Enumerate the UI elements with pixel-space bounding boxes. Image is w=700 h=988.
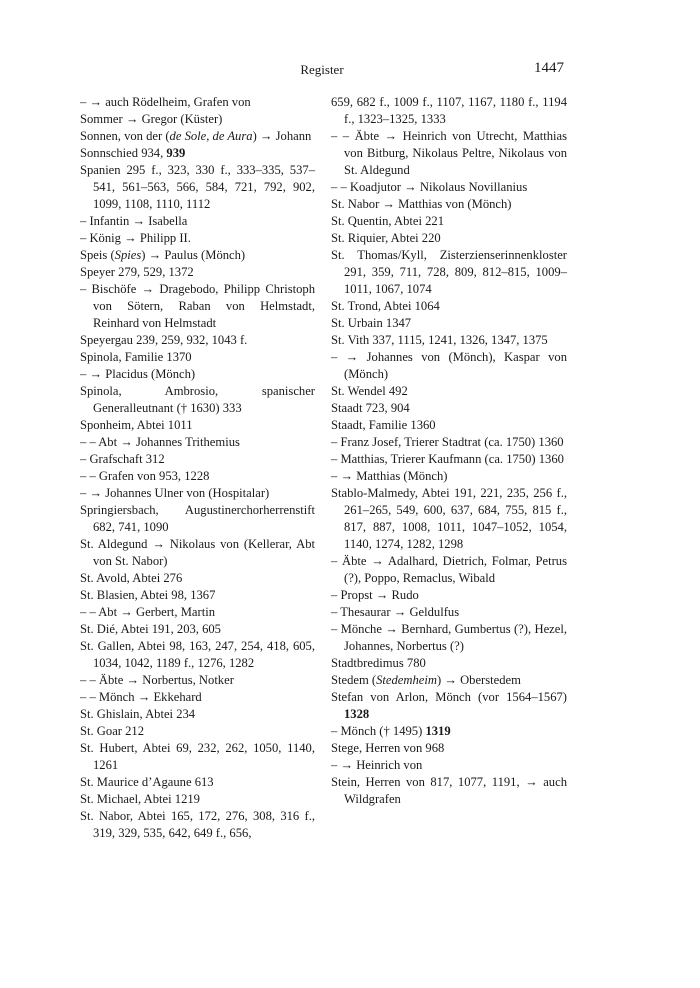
index-entry: St. Nabor → Matthias von (Mönch): [331, 197, 512, 211]
index-entry: Spinola, Familie 1370: [80, 350, 192, 364]
index-entry: St. Trond, Abtei 1064: [331, 299, 440, 313]
index-entry: St. Dié, Abtei 191, 203, 605: [80, 622, 221, 636]
index-entry: – Franz Josef, Trierer Stadtrat (ca. 1750) 1360: [331, 435, 564, 449]
index-entry: St. Vith 337, 1115, 1241, 1326, 1347, 1375: [331, 333, 548, 347]
index-entry: – – Grafen von 953, 1228: [80, 469, 210, 483]
index-entry: St. Blasien, Abtei 98, 1367: [80, 588, 216, 602]
index-entry: – Propst → Rudo: [331, 588, 419, 602]
index-entry: St. Quentin, Abtei 221: [331, 214, 444, 228]
index-entry: Spanien 295 f., 323, 330 f., 333–335, 537–541, 561–563, 566, 584, 721, 792, 902, 1099, 1108, 1110, 1112: [80, 163, 315, 211]
index-entry: Stablo-Malmedy, Abtei 191, 221, 235, 256 f., 261–265, 549, 600, 637, 684, 755, 815 f., 817, 887, 1008, 1011, 1047–1052, 1054, 1140, 1274, 1282, 1298: [331, 486, 567, 551]
header-title: Register: [300, 62, 344, 77]
index-entry: Staadt 723, 904: [331, 401, 410, 415]
index-entry: St. Goar 212: [80, 724, 145, 738]
index-entry: – – Äbte → Heinrich von Utrecht, Matthias von Bitburg, Nikolaus Peltre, Nikolaus von St. Aldegund: [331, 129, 567, 177]
index-entry: St. Aldegund → Nikolaus von (Kellerar, Abt von St. Nabor): [80, 537, 315, 568]
index-entry: St. Riquier, Abtei 220: [331, 231, 441, 245]
index-entry: – → Johannes von (Mönch), Kaspar von (Mönch): [331, 350, 567, 381]
index-entry: Sommer → Gregor (Küster): [80, 112, 223, 126]
index-entry: St. Urbain 1347: [331, 316, 412, 330]
index-entry: Sonnen, von der (de Sole, de Aura) → Johann: [80, 129, 312, 143]
index-entry: Staadt, Familie 1360: [331, 418, 436, 432]
index-entry: – – Abt → Gerbert, Martin: [80, 605, 216, 619]
index-entry: – – Koadjutor → Nikolaus Novillanius: [331, 180, 528, 194]
index-entry: – – Mönch → Ekkehard: [80, 690, 202, 704]
index-entry: – Mönche → Bernhard, Gumbertus (?), Hezel, Johannes, Norbertus (?): [331, 622, 567, 653]
index-entry: – Äbte → Adalhard, Dietrich, Folmar, Petrus (?), Poppo, Remaclus, Wibald: [331, 554, 567, 585]
index-column-right: [331, 94, 567, 808]
index-entry: St. Wendel 492: [331, 384, 408, 398]
index-entry: – → Heinrich von: [331, 758, 423, 772]
index-entry: Speyergau 239, 259, 932, 1043 f.: [80, 333, 248, 347]
page-number: 1447: [534, 60, 564, 76]
index-entry: – → Matthias (Mönch): [331, 469, 448, 483]
index-entry: Stedem (Stedemheim) → Oberstedem: [331, 673, 521, 687]
index-entry: Stadtbredimus 780: [331, 656, 426, 670]
index-entry: Springiersbach, Augustinerchorherrenstift 682, 741, 1090: [80, 503, 315, 534]
index-entry: Spinola, Ambrosio, spanischer Generalleutnant († 1630) 333: [80, 384, 315, 415]
index-entry: Sponheim, Abtei 1011: [80, 418, 193, 432]
index-entry: St. Avold, Abtei 276: [80, 571, 183, 585]
index-entry: – Infantin → Isabella: [80, 214, 188, 228]
index-entry: – → Johannes Ulner von (Hospitalar): [80, 486, 270, 500]
index-entry: – Matthias, Trierer Kaufmann (ca. 1750) 1360: [331, 452, 564, 466]
index-entry: Sonnschied 934, 939: [80, 146, 186, 160]
index-entry: 659, 682 f., 1009 f., 1107, 1167, 1180 f., 1194 f., 1323–1325, 1333: [331, 95, 567, 126]
index-entry: – König → Philipp II.: [80, 231, 191, 245]
index-entry: St. Nabor, Abtei 165, 172, 276, 308, 316 f., 319, 329, 535, 642, 649 f., 656,: [80, 809, 315, 840]
index-entry: – → auch Rödelheim, Grafen von: [80, 95, 251, 109]
index-entry: – Mönch († 1495) 1319: [331, 724, 451, 738]
index-entry: Stefan von Arlon, Mönch (vor 1564–1567) 1328: [331, 690, 567, 721]
index-entry: St. Gallen, Abtei 98, 163, 247, 254, 418, 605, 1034, 1042, 1189 f., 1276, 1282: [80, 639, 315, 670]
index-entry: St. Hubert, Abtei 69, 232, 262, 1050, 1140, 1261: [80, 741, 315, 772]
index-entry: – → Placidus (Mönch): [80, 367, 196, 381]
index-entry: St. Ghislain, Abtei 234: [80, 707, 196, 721]
index-entry: – – Abt → Johannes Trithemius: [80, 435, 240, 449]
index-entry: St. Maurice d’Agaune 613: [80, 775, 214, 789]
index-entry: St. Michael, Abtei 1219: [80, 792, 200, 806]
index-entry: Speyer 279, 529, 1372: [80, 265, 194, 279]
index-entry: – Bischöfe → Dragebodo, Philipp Christoph von Sötern, Raban von Helmstadt, Reinhard von Helmstadt: [80, 282, 315, 330]
index-entry: – Grafschaft 312: [80, 452, 165, 466]
running-header: [80, 58, 564, 82]
index-entry: Speis (Spies) → Paulus (Mönch): [80, 248, 246, 262]
index-entry: Stein, Herren von 817, 1077, 1191, → auch Wildgrafen: [331, 775, 567, 806]
index-entry: St. Thomas/Kyll, Zisterzienserinnenkloster 291, 359, 711, 728, 809, 812–815, 1009–1011, 1067, 1074: [331, 248, 567, 296]
index-entry: – Thesaurar → Geldulfus: [331, 605, 460, 619]
index-entry: – – Äbte → Norbertus, Notker: [80, 673, 234, 687]
index-entry: Stege, Herren von 968: [331, 741, 445, 755]
index-column-left: [80, 94, 315, 842]
